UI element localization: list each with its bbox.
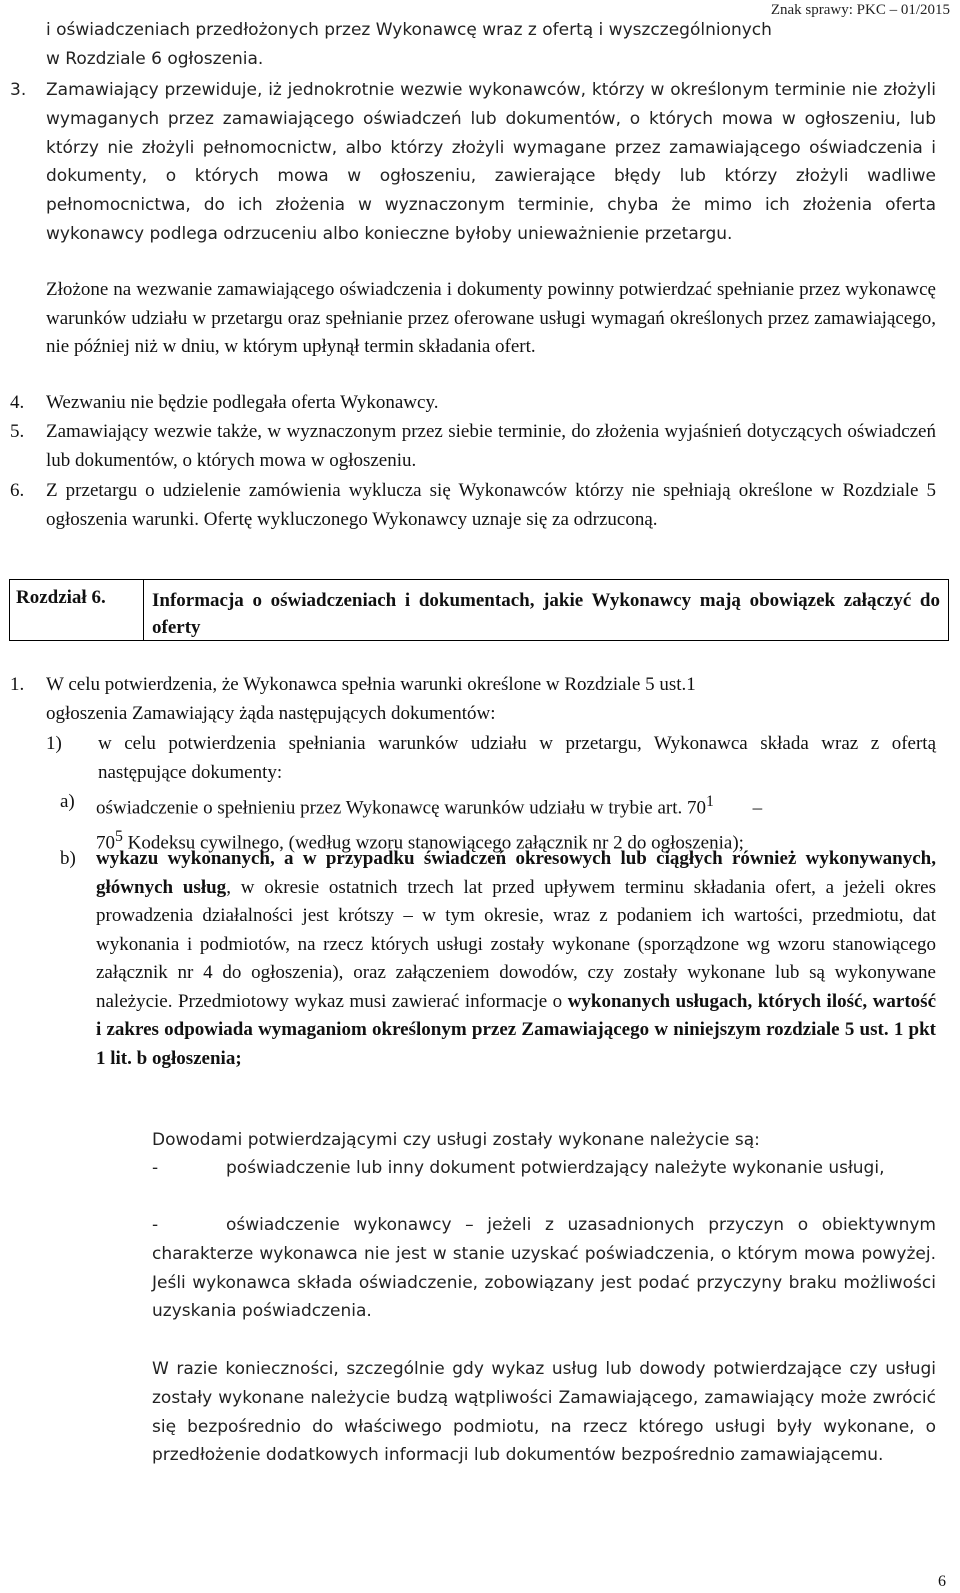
chapter-heading: [9, 579, 949, 641]
superscript: 5: [115, 827, 123, 845]
chapter-title: Informacja o oświadczeniach i dokumentach, jakie Wykonawcy mają obowiązek załączyć do oferty: [152, 590, 940, 638]
proof-2: oświadczenie wykonawcy – jeżeli z uzasadnionych przyczyn o obiektywnym charakterze wykonawca nie jest w stanie uzyskać poświadczenia, o którym mowa powyżej. Jeśli wykonawca składa oświadczenie, zobowiązany jest podać przyczyny braku możliwości uzyskania poświadczenia.: [152, 1215, 936, 1322]
superscript: 1: [706, 793, 714, 810]
subitem-letter: b): [60, 848, 76, 869]
proofs-intro: Dowodami potwierdzającymi czy usługi zostały wykonane należycie są:: [152, 1130, 760, 1150]
paragraph-3-continuation: Złożone na wezwanie zamawiającego oświadczenia i dokumenty powinny potwierdzać spełnianie przez wykonawcę warunków udziału w przetargu oraz spełnianie przez oferowane usługi wymagań określonych przez zamawiającego, nie później niż w dniu, w którym upłynął termin składania ofert.: [46, 279, 936, 357]
subitem-a-cont: 70: [96, 832, 115, 854]
proof-1: poświadczenie lub inny dokument potwierdzający należyte wykonanie usługi,: [226, 1158, 885, 1178]
item-number: 1): [46, 733, 62, 754]
section-1-line1: W celu potwierdzenia, że Wykonawca spełnia warunki określone w Rozdziale 5 ust.1: [46, 674, 696, 695]
paragraph-4-text: Wezwaniu nie będzie podlegała oferta Wykonawcy.: [46, 392, 439, 413]
list-dash: -: [152, 1158, 159, 1178]
page-number: 6: [938, 1573, 946, 1590]
dash: –: [752, 797, 763, 819]
subitem-b-bold: wykazu wykonanych, a w przypadku świadczeń okresowych lub ciągłych również wykonywanych, głównych usług: [96, 848, 936, 898]
subitem-b-bold2: wykonanych usługach, których ilość, wartość i zakres odpowiada wymaganiom określonym przez Zamawiającego w niniejszym rozdziale 5 ust. 1 pkt 1 lit. b ogłoszenia;: [96, 990, 936, 1069]
paragraph-3-text: Zamawiający przewiduje, iż jednokrotnie wezwie wykonawców, którzy w określonym terminie nie złożyli wymaganych przez zamawiającego oświadczeń lub dokumentów, o których mowa w ogłoszeniu, lub którzy nie złożyli pełnomocnictw, albo którzy złożyli wymagane przez zamawiającego oświadczenia i dokumenty, o których mowa w ogłoszeniu, zawierające błędy lub którzy złożyli wadliwe pełnomocnictwa, do ich złożenia w wyznaczonym terminie, chyba że mimo ich złożenia oferta wykonawcy podlega odrzuceniu albo konieczne byłoby unieważnienie przetargu.: [46, 80, 936, 244]
paragraph-5-text: Zamawiający wezwie także, w wyznaczonym przez siebie terminie, do złożenia wyjaśnień dotyczących oświadczeń lub dokumentów, o których mowa w ogłoszeniu.: [46, 421, 936, 471]
subitem-b-text: , w okresie ostatnich trzech lat przed upływem terminu składania ofert, a jeżeli okres prowadzenia działalności jest krótszy – w tym okresie, wraz z podaniem ich wartości, przedmiotu, dat wykonania i podmiotów, na rzecz których usługi zostały wykonane (sporządzone wg wzoru stanowiącego załącznik nr 4 do ogłoszenia), oraz załączeniem dowodów, czy zostały wykonane lub są wykonywane należycie. Przedmiotowy wykaz musi zawierać informacje o: [96, 876, 936, 1012]
subitem-a-text: oświadczenie o spełnieniu przez Wykonawcę warunków udziału w trybie art. 70: [96, 797, 706, 819]
chapter-number: Rozdział 6.: [10, 580, 144, 640]
paragraph-number: 4.: [10, 392, 25, 413]
section-number: 1.: [10, 674, 25, 695]
continuation-line: i oświadczeniach przedłożonych przez Wykonawcę wraz z ofertą i wyszczególnionych: [46, 20, 772, 40]
continuation-line: w Rozdziale 6 ogłoszenia.: [46, 49, 264, 69]
subitem-b: [96, 845, 936, 1073]
paragraph-number: 6.: [10, 480, 25, 501]
case-reference: Znak sprawy: PKC – 01/2015: [770, 2, 950, 18]
paragraph-6-text: Z przetargu o udzielenie zamówienia wyklucza się Wykonawców którzy nie spełniają określone w Rozdziale 5 ogłoszenia warunki. Ofertę wykluczonego Wykonawcy uznaje się za odrzuconą.: [46, 480, 936, 530]
section-1-line2: ogłoszenia Zamawiający żąda następujących dokumentów:: [46, 703, 496, 724]
list-dash: -: [152, 1215, 159, 1235]
paragraph-number: 5.: [10, 421, 25, 442]
paragraph-number: 3.: [10, 80, 27, 100]
subitem-a-text2: Kodeksu cywilnego, (według wzoru stanowiącego załącznik nr 2 do ogłoszenia);: [127, 832, 744, 854]
item-1-text: w celu potwierdzenia spełniania warunków udziału w przetargu, Wykonawca składa wraz z ofertą następujące dokumenty:: [98, 733, 936, 783]
subitem-letter: a): [60, 791, 75, 812]
final-paragraph: W razie konieczności, szczególnie gdy wykaz usług lub dowody potwierdzające czy usługi zostały wykonane należycie budzą wątpliwości Zamawiającego, zamawiający może zwrócić się bezpośrednio do właściwego podmiotu, na rzecz którego usługi były wykonane, o przedłożenie dodatkowych informacji lub dokumentów bezpośrednio zamawiającemu.: [152, 1359, 936, 1466]
